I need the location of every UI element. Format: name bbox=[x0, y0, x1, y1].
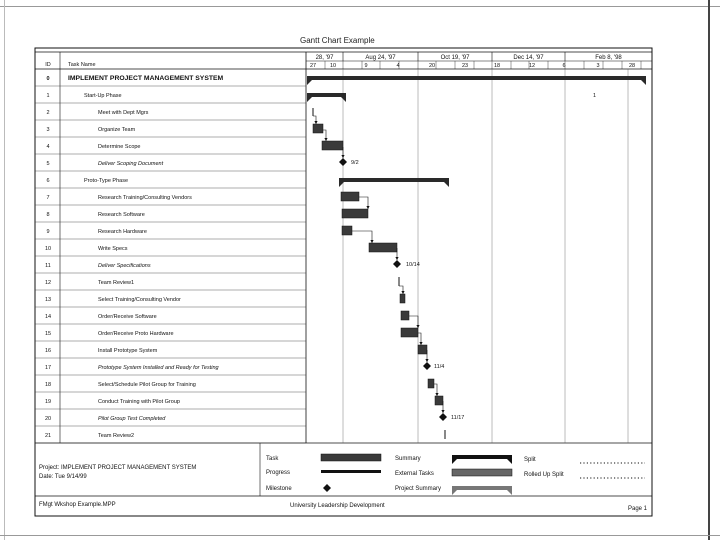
bar-conduct-training bbox=[435, 396, 443, 405]
legend-external-label: External Tasks bbox=[395, 471, 434, 477]
annotation-m17: 11/4 bbox=[434, 364, 445, 370]
task-rows bbox=[35, 75, 306, 443]
row-task-name: Start-Up Phase bbox=[84, 93, 122, 99]
legend-project-summary-swatch bbox=[452, 486, 512, 490]
bar-install-prototype bbox=[418, 345, 427, 354]
chart-title: Gantt Chart Example bbox=[300, 36, 375, 45]
row-id: 6 bbox=[46, 178, 50, 184]
legend-project-summary-label: Project Summary bbox=[395, 486, 442, 492]
task-column-header: Task Name bbox=[68, 62, 96, 68]
row-id: 17 bbox=[44, 365, 52, 371]
bar-order-hardware bbox=[401, 328, 418, 337]
link-9-10 bbox=[352, 231, 372, 243]
bar-write-specs bbox=[369, 243, 397, 252]
bar-research-software bbox=[342, 209, 368, 218]
link-18-19-arrow bbox=[435, 393, 438, 396]
timescale-major-label: Dec 14, '97 bbox=[513, 55, 544, 61]
bar-project-summary-left-cap bbox=[307, 80, 312, 85]
bar-startup-phase-left-cap bbox=[307, 97, 312, 102]
legend-milestone-swatch bbox=[323, 484, 331, 492]
timescale-major-label: 28, '97 bbox=[315, 55, 334, 61]
legend-summary-right-cap bbox=[507, 459, 512, 464]
link-9-10-arrow bbox=[370, 240, 373, 243]
timescale-major-label: Oct 19, '97 bbox=[440, 55, 470, 61]
milestone-scoping bbox=[339, 158, 347, 166]
legend-task-swatch bbox=[321, 454, 381, 461]
timescale-minor-label: 20 bbox=[428, 63, 436, 69]
row-task-name: Select Training/Consulting Vendor bbox=[98, 297, 181, 303]
row-task-name: Conduct Training with Pilot Group bbox=[98, 399, 180, 405]
footer-page: Page 1 bbox=[628, 506, 648, 512]
row-id: 20 bbox=[44, 416, 52, 422]
bar-select-pilot bbox=[428, 379, 434, 388]
row-id: 8 bbox=[46, 212, 50, 218]
row-task-name: Determine Scope bbox=[98, 144, 141, 150]
legend-external-swatch bbox=[452, 469, 512, 476]
annotation-row1: 1 bbox=[593, 93, 597, 99]
row-id: 14 bbox=[44, 314, 52, 320]
row-task-name: Pilot Group Test Completed bbox=[98, 416, 166, 422]
row-id: 3 bbox=[46, 127, 50, 133]
milestone-pilot-complete bbox=[439, 413, 447, 421]
timescale-minor-label: 10 bbox=[329, 63, 337, 69]
id-column-header: ID bbox=[45, 62, 51, 68]
legend-summary-left-cap bbox=[452, 459, 457, 464]
row-task-name: Team Review1 bbox=[98, 280, 135, 286]
row-task-name: Research Training/Consulting Vendors bbox=[98, 195, 192, 201]
row-id: 12 bbox=[44, 280, 52, 286]
legend-symbols bbox=[321, 454, 645, 495]
row-id: 9 bbox=[46, 229, 50, 235]
bar-startup-phase-right-cap bbox=[341, 97, 346, 102]
row-id: 11 bbox=[45, 263, 51, 269]
task-bars bbox=[307, 76, 646, 439]
bar-order-software bbox=[401, 311, 409, 320]
row-id: 0 bbox=[46, 76, 50, 82]
timescale-major-label: Aug 24, '97 bbox=[365, 55, 396, 61]
link-16-17-arrow bbox=[425, 359, 428, 362]
row-id: 13 bbox=[44, 297, 52, 303]
milestone-specs bbox=[393, 260, 401, 268]
legend-milestone-label: Milestone bbox=[266, 486, 292, 492]
row-id: 18 bbox=[44, 382, 52, 388]
timescale-minor-label: 27 bbox=[309, 63, 317, 69]
row-task-name: Order/Receive Software bbox=[98, 314, 157, 320]
link-7-8 bbox=[359, 197, 368, 209]
link-3-4-arrow bbox=[324, 138, 327, 141]
legend-project-summary-right-cap bbox=[507, 490, 512, 495]
legend-progress-swatch bbox=[321, 470, 381, 473]
legend-summary-swatch bbox=[452, 455, 512, 459]
legend-project-summary-left-cap bbox=[452, 490, 457, 495]
row-task-name: Meet with Dept Mgrs bbox=[98, 110, 149, 116]
link-10-11-arrow bbox=[395, 257, 398, 260]
row-task-name: Install Prototype System bbox=[98, 348, 158, 354]
row-task-name: Prototype System Installed and Ready for Testing bbox=[98, 365, 219, 371]
footer-file: FMgt Wkshop Example.MPP bbox=[39, 502, 116, 508]
annotation-m20: 11/17 bbox=[451, 415, 465, 421]
bar-project-summary-right-cap bbox=[641, 80, 646, 85]
row-id: 4 bbox=[46, 144, 50, 150]
row-task-name: Proto-Type Phase bbox=[84, 178, 129, 184]
row-task-name: Team Review2 bbox=[98, 433, 135, 439]
row-task-name: Write Specs bbox=[98, 246, 128, 252]
link-14-15 bbox=[409, 316, 418, 328]
row-task-name: Deliver Specifications bbox=[98, 263, 151, 269]
link-4-5-arrow bbox=[341, 155, 344, 158]
row-id: 5 bbox=[46, 161, 50, 167]
legend-task-label: Task bbox=[266, 456, 279, 462]
bar-prototype-phase-left-cap bbox=[339, 182, 344, 187]
link-14-15-arrow bbox=[416, 325, 419, 328]
row-task-name: Select/Schedule Pilot Group for Training bbox=[98, 382, 196, 388]
legend-summary-label: Summary bbox=[395, 456, 421, 462]
bar-research-vendors bbox=[341, 192, 359, 201]
bar-research-hardware bbox=[342, 226, 352, 235]
row-task-name: Deliver Scoping Document bbox=[98, 161, 164, 167]
bar-organize-team bbox=[313, 124, 323, 133]
link-19-20-arrow bbox=[441, 410, 444, 413]
footer-org: University Leadership Development bbox=[290, 503, 385, 509]
bar-prototype-phase bbox=[339, 178, 449, 182]
legend-rolled-up-label: Rolled Up Split bbox=[524, 472, 564, 478]
timescale-minor-label: 23 bbox=[461, 63, 469, 69]
footer-project: Project: IMPLEMENT PROJECT MANAGEMENT SYSTEM bbox=[39, 465, 197, 471]
link-7-8-arrow bbox=[366, 206, 369, 209]
row-id: 2 bbox=[46, 110, 50, 116]
row-task-name: Research Software bbox=[98, 212, 145, 218]
row-id: 7 bbox=[46, 195, 50, 201]
annotation-m11: 10/14 bbox=[406, 262, 420, 268]
timescale-minor-label: 12 bbox=[528, 63, 536, 69]
legend-progress-label: Progress bbox=[266, 470, 291, 476]
bar-project-summary bbox=[307, 76, 646, 80]
row-id: 16 bbox=[44, 348, 52, 354]
bar-prototype-phase-right-cap bbox=[444, 182, 449, 187]
timescale-minor-label: 18 bbox=[493, 63, 501, 69]
link-2-3-arrow bbox=[314, 121, 317, 124]
milestone-prototype-ready bbox=[423, 362, 431, 370]
bar-determine-scope bbox=[322, 141, 343, 150]
row-id: 21 bbox=[44, 433, 52, 439]
row-id: 15 bbox=[44, 331, 52, 337]
bar-startup-phase bbox=[307, 93, 346, 97]
row-task-name: Order/Receive Proto Hardware bbox=[98, 331, 174, 337]
bar-select-vendor bbox=[400, 294, 405, 303]
row-task-name: Research Hardware bbox=[98, 229, 147, 235]
timescale-minor-label: 9 bbox=[364, 63, 368, 69]
timescale-minor-label: 3 bbox=[596, 63, 600, 69]
timescale-header bbox=[45, 52, 641, 69]
link-12-13-arrow bbox=[401, 291, 404, 294]
row-id: 19 bbox=[44, 399, 52, 405]
row-task-name: Organize Team bbox=[98, 127, 136, 133]
timescale-minor-label: 4 bbox=[396, 63, 400, 69]
footer-date: Date: Tue 9/14/99 bbox=[39, 474, 87, 480]
legend-split-label: Split bbox=[524, 457, 536, 463]
timescale-minor-label: 28 bbox=[628, 63, 636, 69]
row-id: 1 bbox=[46, 93, 50, 99]
timescale-minor-label: 6 bbox=[562, 63, 566, 69]
annotation-m5: 9/2 bbox=[351, 160, 359, 166]
link-15-16-arrow bbox=[419, 342, 422, 345]
row-task-name: IMPLEMENT PROJECT MANAGEMENT SYSTEM bbox=[68, 75, 224, 82]
row-id: 10 bbox=[44, 246, 52, 252]
timescale-major-label: Feb 8, '98 bbox=[595, 55, 622, 61]
